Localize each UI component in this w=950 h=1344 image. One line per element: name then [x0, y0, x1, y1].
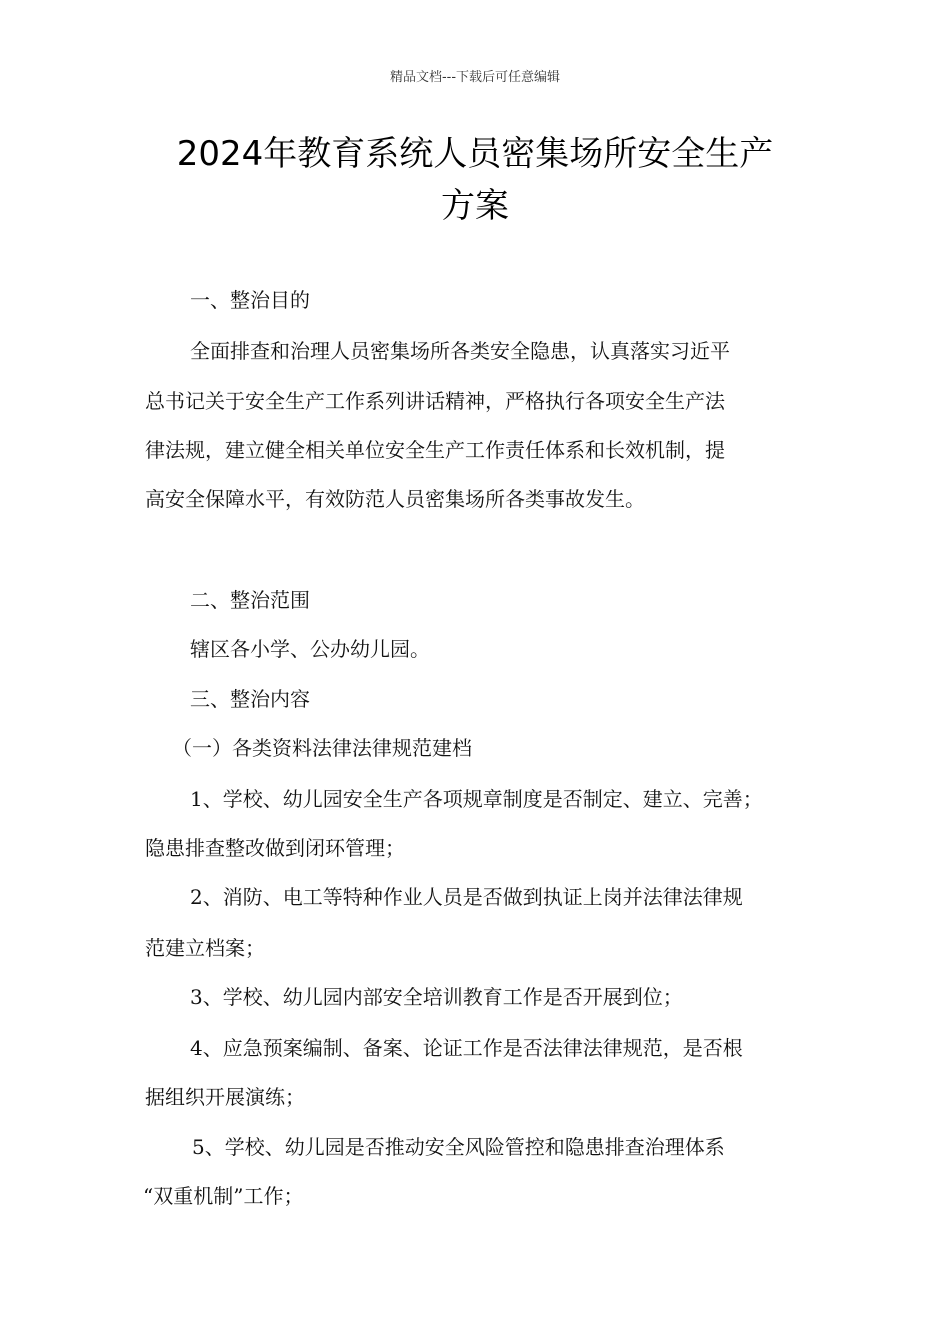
list-item-line: 据组织开展演练；	[145, 1085, 305, 1109]
list-item-line: 1、学校、幼儿园安全生产各项规章制度是否制定、建立、完善；	[190, 787, 763, 811]
page-header-watermark: 精品文档---下载后可任意编辑	[389, 70, 561, 85]
list-item-line: 3、学校、幼儿园内部安全培训教育工作是否开展到位；	[190, 985, 683, 1009]
list-item-line: 隐患排查整改做到闭环管理；	[145, 836, 405, 860]
paragraph-line: 总书记关于安全生产工作系列讲话精神，严格执行各项安全生产法	[145, 389, 725, 413]
title-line-1: 2024年教育系统人员密集场所安全生产	[176, 134, 774, 174]
document-title	[100, 128, 850, 232]
list-item-line: 4、应急预案编制、备案、论证工作是否法律法律规范，是否根	[190, 1036, 743, 1060]
section-3-heading: 三、整治内容	[190, 687, 310, 711]
list-item-line: 范建立档案；	[145, 936, 265, 960]
title-line-2: 方案	[441, 186, 509, 226]
paragraph-line: 全面排查和治理人员密集场所各类安全隐患，认真落实习近平	[190, 339, 730, 363]
list-item-line: “双重机制”工作；	[143, 1184, 304, 1208]
paragraph-line: 律法规，建立健全相关单位安全生产工作责任体系和长效机制，提	[145, 438, 725, 462]
section-2-heading: 二、整治范围	[190, 588, 310, 612]
subsection-heading: （一）各类资料法律法律规范建档	[172, 736, 472, 760]
paragraph-line: 高安全保障水平，有效防范人员密集场所各类事故发生。	[145, 487, 645, 511]
list-item-line: 2、消防、电工等特种作业人员是否做到执证上岗并法律法律规	[190, 885, 743, 909]
list-item-line: 5、学校、幼儿园是否推动安全风险管控和隐患排查治理体系	[192, 1135, 725, 1159]
section-1-heading: 一、整治目的	[190, 288, 310, 312]
paragraph-line: 辖区各小学、公办幼儿园。	[190, 637, 430, 661]
